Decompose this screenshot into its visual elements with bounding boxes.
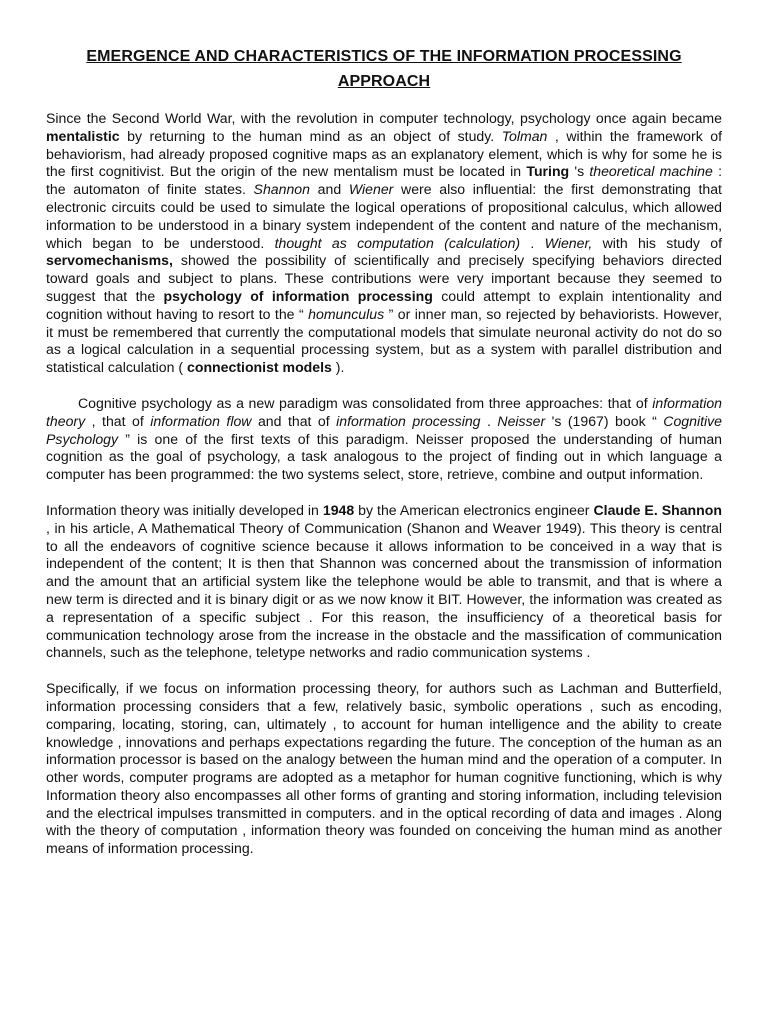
p3-run: Claude E. Shannon (593, 501, 722, 518)
p1-run: and (309, 181, 349, 198)
document-page (46, 44, 722, 876)
p1-run: Tolman (501, 127, 548, 144)
p2-run: Cognitive Psychology (46, 412, 723, 447)
p1-run: servomechanisms, (46, 252, 173, 269)
p3-run: Information theory was initially developed in (46, 501, 323, 518)
p1-run: could attempt to explain intentionality and cognition without having to resort to the “ (46, 287, 722, 322)
p2-run: Cognitive psychology as a new paradigm was consolidated from three approaches: that of (78, 394, 653, 411)
p1-run: mentalistic (46, 127, 120, 144)
p1-run: ). (331, 359, 345, 376)
p1-run: homunculus (308, 305, 385, 322)
p1-run: Wiener, (544, 234, 593, 251)
p4-run: Specifically, if we focus on information processing theory, for authors such as Lachman and Butterfield, information processing considers that a few, relatively basic, symbolic operations , such as encoding, comparing, locating, storing, can, ultimately , to account for human intelligence and the ability to create knowledge , innovations and perhaps expectations regarding the future. The conception of the human as an information processor is based on the analogy between the human mind and the operation of a computer. In other words, computer programs are adopted as a metaphor for human cognitive functioning, which is why Information theory also encompasses all other forms of granting and storing information, including television and the electrical impulses transmitted in computers. and in the optical recording of data and images . Along with the theory of computation , information theory was founded on conceiving the human mind as another means of information processing. (46, 680, 722, 857)
p1-run: Since the Second World War, with the revolution in computer technology, psychology once again became (46, 110, 722, 126)
p3-run: 1948 (322, 501, 355, 518)
p1-run: connectionist models (187, 359, 332, 376)
p1-run: : the automaton of finite states. (46, 163, 722, 198)
p1-run: Wiener (348, 181, 394, 198)
p1-run: psychology of information processing (163, 287, 433, 304)
p1-run: Turing (526, 163, 570, 180)
p2-run: , that of (85, 412, 151, 429)
p3-run: by the American electronics engineer (354, 501, 594, 518)
p1-run: showed the possibility of scientifically and precisely specifying behaviors directed toward goals and subject to plans. These contributions were very important because they seemed to suggest that the (46, 252, 722, 304)
p2-run: and that of (251, 412, 337, 429)
p1-run: Shannon (253, 181, 310, 198)
p1-run: ” or inner man, so rejected by behaviorists. However, it must be remembered that currently the computational models that simulate neuronal activity do not do so as a logical calculation in a sequential processing system, but as a system with parallel distribution and statistical calculation ( (46, 305, 722, 376)
p1-run: 's (569, 163, 590, 180)
p2-run: Neisser (497, 412, 546, 429)
p2-run: 's (1967) book “ (545, 412, 664, 429)
p2-run: information processing (336, 412, 481, 429)
p1-run: thought as computation (calculation) (274, 234, 521, 251)
p1-run: were also influential: the first demonstrating that electronic circuits could be used to simulate the logical operations of propositional calculus, which allowed information to be understood in a binary system independent of the content and nature of the mechanism, which began to be understood. (46, 181, 722, 251)
p3-run: , in his article, A Mathematical Theory of Communication (Shanon and Weaver 1949). This theory is central to all the endeavors of cognitive science because it allows information to be conceived in a way that is independent of the content; It is then that Shannon was concerned about the transmission of information and the amount that an artificial system like the telephone would be able to transmit, and that is where a new term is directed and it is binary digit or as we now know it BIT. However, the information was created as a representation of a specific subject . For this reason, the insufficiency of a theoretical basis for communication technology arose from the increase in the obstacle and the massification of communication channels, such as the telephone, teletype networks and radio communication systems . (46, 519, 722, 661)
p1-run: , within the framework of behaviorism, had already proposed cognitive maps as an explanatory element, which is why for some he is the first cognitivist. But the origin of the new mentalism must be located in (46, 127, 722, 180)
p2-run: information theory (46, 394, 722, 429)
paragraph-2 (46, 395, 722, 484)
document-title: EMERGENCE AND CHARACTERISTICS OF THE INFORMATION PROCESSING APPROACH (86, 48, 682, 90)
p2-run: . (480, 412, 498, 429)
p2-run: information flow (150, 412, 252, 429)
p1-run: with his study of (592, 234, 723, 251)
p1-run: theoretical machine (589, 163, 713, 180)
p1-run: by returning to the human mind as an object of study. (119, 127, 502, 144)
paragraph-4 (46, 680, 722, 858)
p1-run: . (520, 234, 545, 251)
paragraph-1 (46, 110, 722, 377)
p2-run: ” is one of the first texts of this paradigm. Neisser proposed the understanding of human cognition as the goal of psychology, a task analogous to the project of finding out in which language a computer has been programmed: the two systems select, store, retrieve, combine and output information. (46, 430, 722, 483)
paragraph-3 (46, 502, 722, 662)
